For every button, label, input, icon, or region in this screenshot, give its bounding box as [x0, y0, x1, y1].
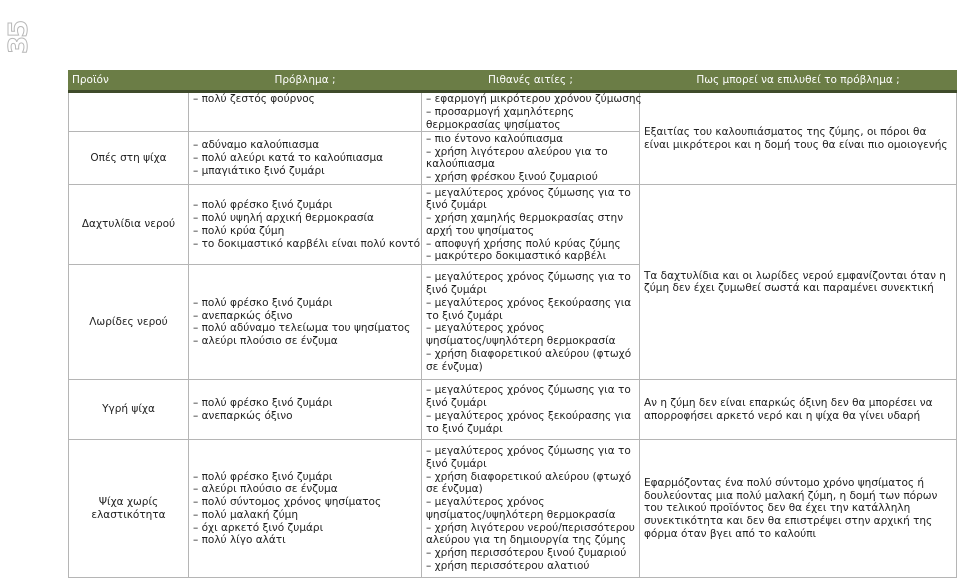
solution-cell: Εξαιτίας του καλουπιάσματος της ζύμης, οι πόροι θα είναι μικρότεροι και η δομή τους θα είναι πιο ομοιογενής	[640, 92, 957, 185]
causes-cell	[422, 440, 640, 578]
cause-line: – χρήση διαφορετικού αλεύρου (φτωχό	[426, 470, 632, 483]
problem-line: – ανεπαρκώς όξινο	[193, 409, 293, 422]
problem-line: – πολύ κρύα ζύμη	[193, 224, 285, 237]
causes-cell	[422, 185, 640, 265]
problem-cell	[189, 440, 422, 578]
causes-cell	[422, 380, 640, 440]
cause-line: το ξινό ζυμάρι	[426, 422, 503, 435]
solution-cell: Τα δαχτυλίδια και οι λωρίδες νερού εμφανίζονται όταν η ζύμη δεν έχει ζυμωθεί σωστά και παραμένει συνεκτική	[640, 185, 957, 380]
problem-cell	[189, 185, 422, 265]
cause-line: – μεγαλύτερος χρόνος ζύμωσης για το	[426, 271, 631, 284]
problem-line: – πολύ αλεύρι κατά το καλούπιασμα	[193, 151, 384, 164]
problem-line: – πολύ αδύναμο τελείωμα του ψησίματος	[193, 322, 411, 335]
product-cell: Δαχτυλίδια νερού	[69, 185, 189, 265]
header-row	[69, 70, 957, 92]
table-row	[69, 440, 957, 578]
problem-cell	[189, 92, 422, 132]
header-causes: Πιθανές αιτίες ;	[422, 70, 640, 92]
problem-cell	[189, 265, 422, 380]
problem-line: – αλεύρι πλούσιο σε ένζυμα	[193, 483, 338, 496]
causes-cell	[422, 92, 640, 132]
cause-line: – μεγαλύτερος χρόνος ξεκούρασης για	[426, 409, 632, 422]
cause-line: ξινό ζυμάρι	[426, 284, 487, 296]
product-cell: Υγρή ψίχα	[69, 380, 189, 440]
problem-line: – όχι αρκετό ξινό ζυμάρι	[193, 521, 324, 534]
problem-cell	[189, 132, 422, 185]
cause-line: ξινό ζυμάρι	[426, 199, 487, 212]
cause-line: ψησίματος/υψηλότερη θερμοκρασία	[426, 335, 616, 348]
table-row	[69, 92, 957, 132]
cause-line: – εφαρμογή μικρότερου χρόνου ζύμωσης	[426, 93, 642, 105]
cause-line: – μακρύτερο δοκιμαστικό καρβέλι	[426, 250, 607, 263]
cause-line: – χρήση λιγότερου αλεύρου για το	[426, 145, 608, 158]
cause-line: θερμοκρασίας ψησίματος	[426, 118, 561, 131]
causes-cell	[422, 265, 640, 380]
cause-line: – μεγαλύτερος χρόνος ζύμωσης για το	[426, 384, 631, 397]
product-cell: Λωρίδες νερού	[69, 265, 189, 380]
problem-line: – πολύ λίγο αλάτι	[193, 534, 286, 547]
cause-line: – χρήση περισσότερου αλατιού	[426, 560, 590, 573]
table-row	[69, 380, 957, 440]
cause-line: – χρήση λιγότερου νερού/περισσότερου	[426, 521, 635, 534]
cause-line: σε ένζυμα)	[426, 360, 483, 373]
problem-line: – ανεπαρκώς όξινο	[193, 309, 293, 322]
cause-line: – πιο έντονο καλούπιασμα	[426, 132, 564, 145]
cause-line: – χρήση περισσότερου ξινού ζυμαριού	[426, 547, 627, 560]
table-row	[69, 185, 957, 265]
cause-line: ψησίματος/υψηλότερη θερμοκρασία	[426, 508, 616, 521]
cause-line: – προσαρμογή χαμηλότερης	[426, 105, 574, 118]
product-cell	[69, 92, 189, 132]
solution-cell: Εφαρμόζοντας ένα πολύ σύντομο χρόνο ψησίματος ή δουλεύοντας μια πολύ μαλακή ζύμη, η δομή των πόρων του τελικού προϊόντος δεν θα έχει την κατάλληλη συνεκτικότητα και δεν θα επιστρέψει στην αρχική της φόρμα όταν βγει από το καλούπι	[640, 440, 957, 578]
causes-cell	[422, 132, 640, 185]
troubleshooting-table	[68, 70, 957, 578]
cause-line: – χρήση χαμηλής θερμοκρασίας στην	[426, 212, 624, 225]
cause-line: – μεγαλύτερος χρόνος	[426, 496, 545, 509]
cause-line: – αποφυγή χρήσης πολύ κρύας ζύμης	[426, 237, 621, 250]
problem-line: – πολύ σύντομος χρόνος ψησίματος	[193, 496, 382, 509]
problem-line: – πολύ φρέσκο ξινό ζυμάρι	[193, 470, 333, 483]
cause-line: αλεύρου για τη δημιουργία της ζύμης	[426, 534, 626, 547]
cause-line: αρχή του ψησίματος	[426, 224, 535, 237]
header-avoid: Πως μπορεί να επιλυθεί το πρόβλημα ;	[640, 70, 957, 92]
solution-cell: Αν η ζύμη δεν είναι επαρκώς όξινη δεν θα μπορέσει να απορροφήσει αρκετό νερό και η ψίχα θα γίνει υδαρή	[640, 380, 957, 440]
problem-line: – το δοκιμαστικό καρβέλι είναι πολύ κοντό	[193, 237, 421, 250]
cause-line: – χρήση διαφορετικού αλεύρου (φτωχό	[426, 347, 632, 360]
cause-line: ξινό ζυμάρι	[426, 397, 487, 410]
cause-line: – μεγαλύτερος χρόνος ζύμωσης για το	[426, 186, 631, 199]
page-number: 35	[4, 21, 34, 55]
problem-line: – πολύ φρέσκο ξινό ζυμάρι	[193, 199, 333, 212]
problem-line: – πολύ φρέσκο ξινό ζυμάρι	[193, 296, 333, 309]
problem-line: – πολύ ζεστός φούρνος	[193, 93, 315, 105]
problem-cell	[189, 380, 422, 440]
cause-line: σε ένζυμα)	[426, 483, 483, 496]
product-cell: Ψίχα χωρίς ελαστικότητα	[69, 440, 189, 578]
cause-line: – μεγαλύτερος χρόνος ξεκούρασης για	[426, 296, 632, 309]
cause-line: ξινό ζυμάρι	[426, 457, 487, 470]
problem-line: – αδύναμο καλούπιασμα	[193, 139, 320, 152]
problem-line: – αλεύρι πλούσιο σε ένζυμα	[193, 335, 338, 348]
cause-line: – μεγαλύτερος χρόνος	[426, 322, 545, 335]
product-cell: Οπές στη ψίχα	[69, 132, 189, 185]
problem-line: – μπαγιάτικο ξινό ζυμάρι	[193, 164, 325, 177]
problem-line: – πολύ υψηλή αρχική θερμοκρασία	[193, 212, 374, 225]
problem-line: – πολύ μαλακή ζύμη	[193, 508, 298, 521]
problem-line: – πολύ φρέσκο ξινό ζυμάρι	[193, 397, 333, 410]
cause-line: το ξινό ζυμάρι	[426, 309, 503, 322]
cause-line: καλούπιασμα	[426, 158, 495, 171]
header-problem: Πρόβλημα ;	[189, 70, 422, 92]
header-product: Προϊόν	[69, 70, 189, 92]
cause-line: – χρήση φρέσκου ξινού ζυμαριού	[426, 171, 598, 184]
cause-line: – μεγαλύτερος χρόνος ζύμωσης για το	[426, 444, 631, 457]
